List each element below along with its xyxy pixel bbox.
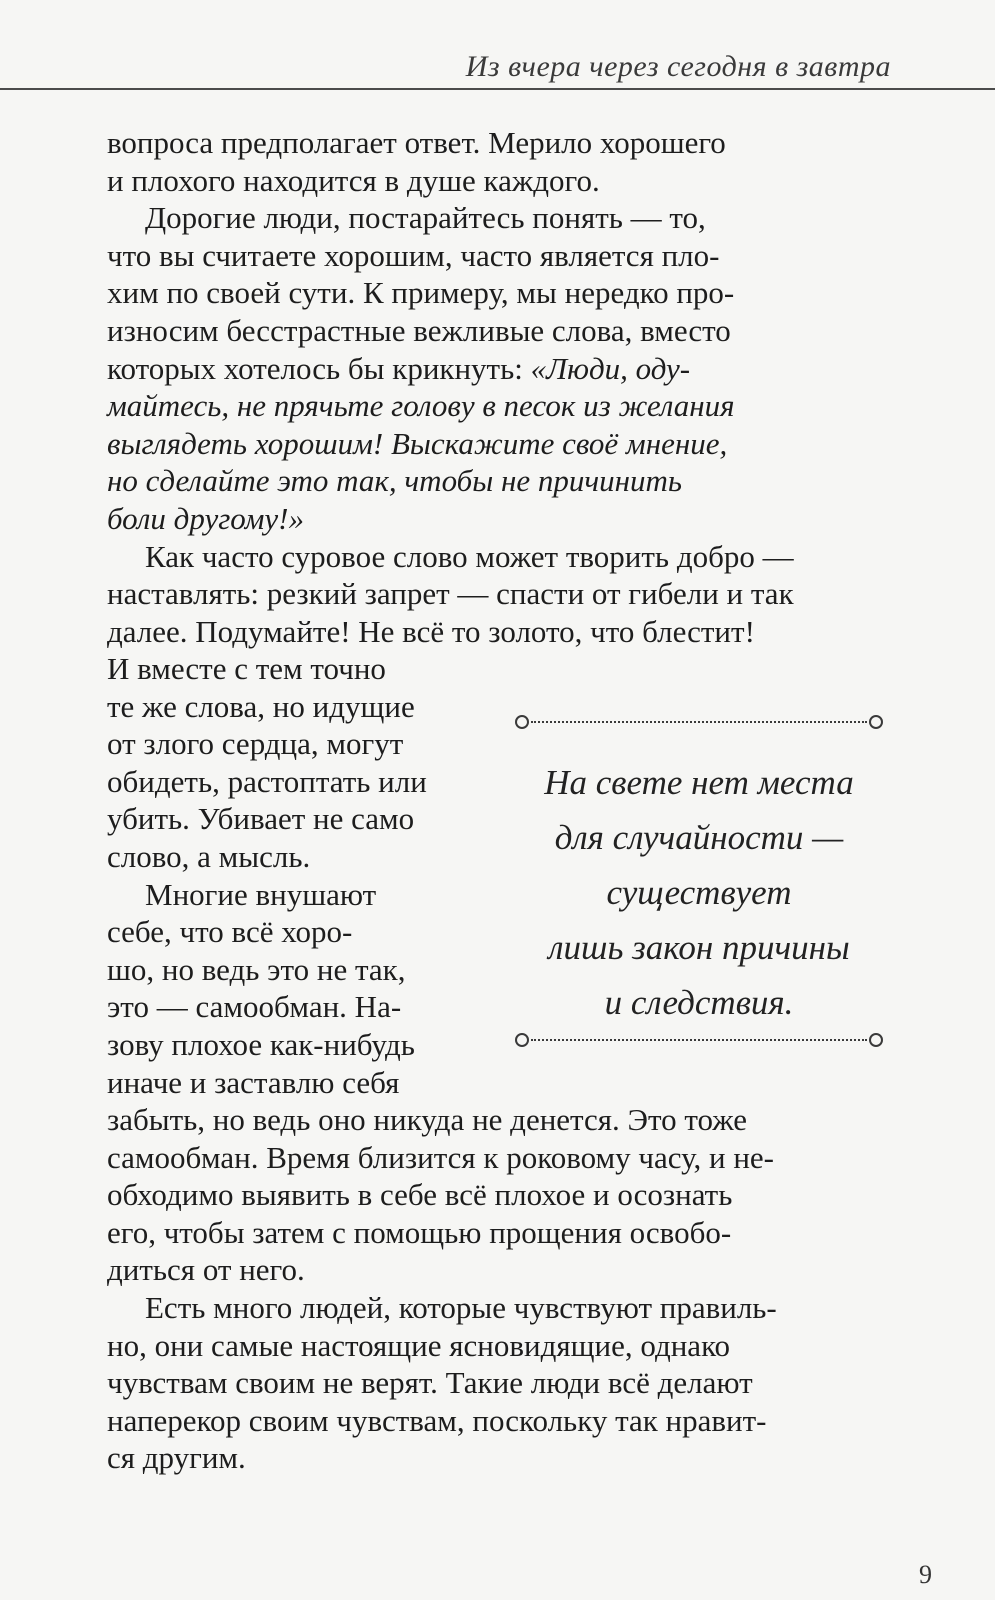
text-line: это — самообман. На- — [107, 989, 402, 1025]
quote-line: лишь закон причины — [548, 928, 850, 967]
text-line-italic: но сделайте это так, чтобы не причинить — [107, 463, 683, 499]
main-text-top — [107, 124, 887, 650]
quote-line: для случайности — — [554, 818, 844, 857]
text-line-italic: выглядеть хорошим! Выскажите своё мнение, — [107, 425, 728, 461]
text-line: забыть, но ведь оно никуда не денется. Это тоже — [107, 1102, 747, 1137]
text-line: Есть много людей, которые чувствуют правиль- — [145, 1289, 777, 1325]
header-rule — [0, 88, 995, 90]
text-line: те же слова, но идущие — [107, 688, 415, 724]
text-line: и плохого находится в душе каждого. — [107, 162, 600, 198]
text-line: обходимо выявить в себе всё плохое и осознать — [107, 1177, 733, 1213]
text-line: самообман. Время близится к роковому часу, и не- — [107, 1139, 774, 1175]
pull-quote — [515, 715, 883, 1060]
dotted-divider-bottom — [515, 1033, 883, 1047]
quote-line: На свете нет места — [544, 763, 854, 802]
text-line-italic: майтесь, не прячьте голову в песок из желания — [107, 388, 735, 424]
pull-quote-text — [515, 755, 883, 1030]
text-line: что вы считаете хорошим, часто является пло- — [107, 237, 720, 273]
text-line: ся другим. — [107, 1440, 246, 1476]
circle-ornament-icon — [515, 715, 529, 729]
text-line: зову плохое как-нибудь — [107, 1026, 415, 1062]
text-line: слово, а мысль. — [107, 838, 311, 874]
dotted-rule — [531, 1039, 867, 1041]
text-line: шо, но ведь это не так, — [107, 951, 406, 987]
text-line-mixed — [107, 350, 887, 388]
text-line: вопроса предполагает ответ. Мерило хорошего — [107, 125, 726, 160]
circle-ornament-icon — [869, 1033, 883, 1047]
main-text-narrow — [107, 650, 477, 1101]
text-line: наставлять: резкий запрет — спасти от гибели и так — [107, 576, 794, 612]
circle-ornament-icon — [869, 715, 883, 729]
main-text-bottom — [107, 1101, 887, 1477]
text-line: Дорогие люди, постарайтесь понять — то, — [145, 200, 706, 236]
text-line: Как часто суровое слово может творить добро — — [145, 538, 794, 574]
text-line: наперекор своим чувствам, поскольку так нравит- — [107, 1402, 767, 1438]
text-italic-part: «Люди, оду- — [530, 350, 691, 386]
text-line: его, чтобы затем с помощью прощения освобо- — [107, 1214, 732, 1250]
text-line: убить. Убивает не само — [107, 801, 415, 837]
text-line: чувствам своим не верят. Такие люди всё делают — [107, 1365, 753, 1401]
text-line: И вместе с тем точно — [107, 651, 386, 686]
text-line: далее. Подумайте! Не всё то золото, что блестит! — [107, 613, 755, 649]
dotted-divider-top — [515, 715, 883, 729]
dotted-rule — [531, 721, 867, 723]
text-line: хим по своей сути. К примеру, мы нередко про- — [107, 275, 735, 311]
text-line: Многие внушают — [145, 876, 377, 912]
text-line: но, они самые настоящие ясновидящие, однако — [107, 1327, 731, 1363]
quote-line: существует — [606, 873, 792, 912]
text-line: диться от него. — [107, 1252, 305, 1288]
text-line: от злого сердца, могут — [107, 726, 404, 762]
text-line: себе, что всё хоро- — [107, 914, 353, 950]
running-title: Из вчера через сегодня в завтра — [465, 50, 891, 83]
text-line-italic: боли другому!» — [107, 500, 304, 536]
page-number: 9 — [919, 1560, 932, 1589]
quote-line: и следствия. — [604, 983, 794, 1022]
text-line: износим бесстрастные вежливые слова, вместо — [107, 312, 731, 348]
text-line: иначе и заставлю себя — [107, 1064, 400, 1100]
circle-ornament-icon — [515, 1033, 529, 1047]
text-line: обидеть, растоптать или — [107, 763, 427, 799]
text-plain-part: которых хотелось бы крикнуть: — [107, 350, 531, 386]
